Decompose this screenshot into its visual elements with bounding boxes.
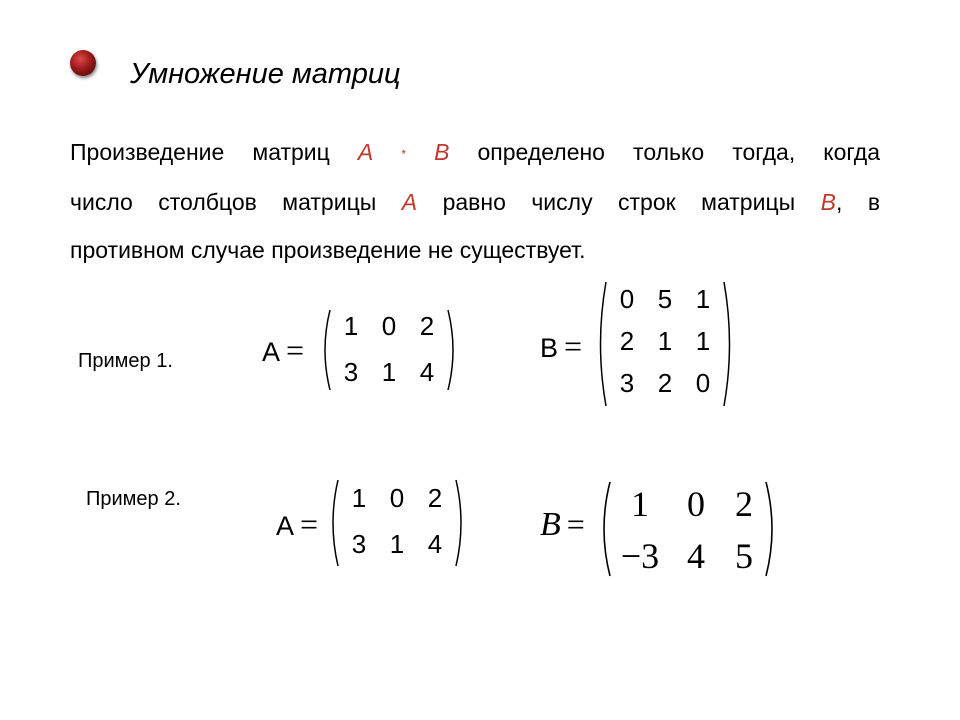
example-2-label: Пример 2. xyxy=(86,488,181,510)
matrix-cell: 2 xyxy=(657,368,673,398)
matrix-cell: 4 xyxy=(427,529,443,559)
example-1-matrix-a xyxy=(318,308,460,392)
matrix-cell: 3 xyxy=(619,368,635,398)
paragraph-line-2: число столбцов матрицы A равно числу строк матрицы B, в xyxy=(70,188,881,215)
right-paren xyxy=(722,280,736,408)
matrix-cell: 4 xyxy=(687,536,705,576)
bullet-icon xyxy=(70,50,96,76)
right-paren xyxy=(446,308,460,392)
left-paren xyxy=(318,308,332,392)
matrix-cell: 1 xyxy=(695,284,711,314)
right-paren xyxy=(454,478,468,568)
example-2-matrix-a-label: A = xyxy=(276,506,319,542)
matrix-cell: 0 xyxy=(389,483,405,513)
matrix-cell: 5 xyxy=(735,536,753,576)
matrix-a-ref: A xyxy=(401,188,418,215)
left-paren xyxy=(594,280,608,408)
example-2-matrix-b-label: B = xyxy=(540,506,585,543)
example-1-matrix-b-label: B = xyxy=(540,328,583,364)
matrix-cells xyxy=(332,310,446,388)
matrix-cell: 1 xyxy=(657,326,673,356)
left-paren xyxy=(326,478,340,568)
matrix-a-ref: A xyxy=(357,139,374,165)
example-1-matrix-a-label: A = xyxy=(262,332,305,368)
example-2-matrix-b xyxy=(596,480,780,578)
matrix-cells xyxy=(340,482,454,560)
paragraph-line-3: противном случае произведение не существует. xyxy=(70,236,586,263)
matrix-cell: 4 xyxy=(419,357,435,387)
matrix-cell: 2 xyxy=(427,483,443,513)
page-title: Умножение матриц xyxy=(130,58,401,90)
matrix-cell: 0 xyxy=(687,484,705,524)
paragraph-line-1: Произведение матриц A * B определено только тогда, когда xyxy=(70,139,880,165)
matrix-cells xyxy=(608,284,722,398)
matrix-cell: 2 xyxy=(419,311,435,341)
matrix-cell: 1 xyxy=(631,484,649,524)
matrix-cell: 3 xyxy=(343,357,359,387)
matrix-cells xyxy=(608,482,768,578)
matrix-cell: 2 xyxy=(735,484,753,524)
matrix-cell: 3 xyxy=(351,529,367,559)
matrix-cell: 1 xyxy=(389,529,405,559)
matrix-cell: 5 xyxy=(657,284,673,314)
matrix-cell: −3 xyxy=(620,536,660,576)
matrix-cell: 0 xyxy=(695,368,711,398)
matrix-cell: 1 xyxy=(695,326,711,356)
example-2-matrix-a xyxy=(326,478,468,568)
matrix-cell: 1 xyxy=(381,357,397,387)
matrix-cell: 1 xyxy=(351,483,367,513)
matrix-cell: 0 xyxy=(381,311,397,341)
matrix-b-ref: B xyxy=(820,188,836,215)
matrix-b-ref: B xyxy=(434,139,450,165)
matrix-cell: 0 xyxy=(619,284,635,314)
multiply-star-icon: * xyxy=(401,146,406,161)
definition-paragraph xyxy=(70,128,880,274)
matrix-cell: 1 xyxy=(343,311,359,341)
example-1-label: Пример 1. xyxy=(78,350,173,372)
example-1-matrix-b xyxy=(594,280,736,408)
matrix-cell: 2 xyxy=(619,326,635,356)
